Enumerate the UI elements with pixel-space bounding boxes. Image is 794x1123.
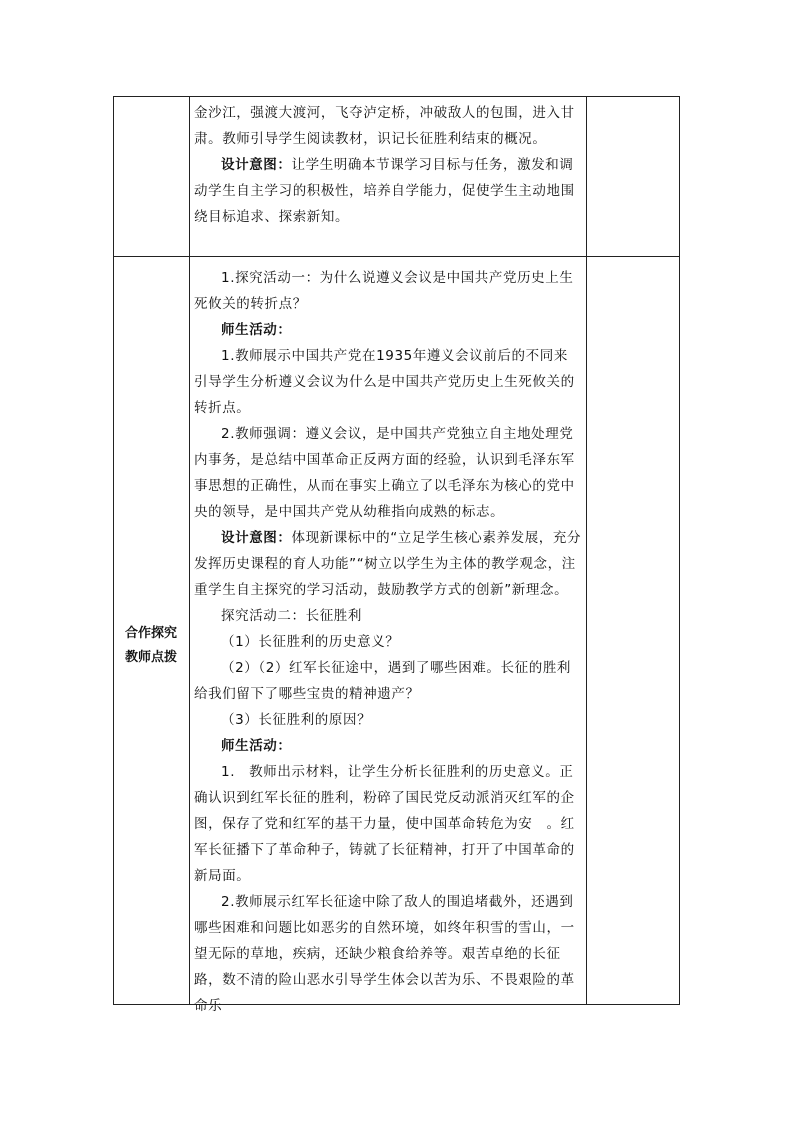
question-3: （3）长征胜利的原因？ [221,712,372,728]
column-divider-1 [189,96,190,1005]
activity1-step1: 1.教师展示中国共产党在1935年遵义会议前后的不同来引导学生分析遵义会议为什么是中国共产党历史上生死攸关的转折点。 [194,348,575,416]
column-divider-2 [586,96,587,1005]
row2-label [113,622,189,670]
activity2-step2: 2.教师展示红军长征途中除了敌人的围追堵截外，还遇到哪些困难和问题比如恶劣的自然环境，如终年积雪的雪山，一望无际的草地，疾病，还缺少粮食给养等。艰苦卓绝的长征路，数不清的险山恶水引导学生体会以苦为乐、不畏艰险的革命乐 [194,894,575,1014]
teacher-activity-label-2: 师生活动： [221,738,292,754]
row1-content-cell [194,100,582,230]
table-border-left [113,96,114,1005]
row-divider [113,256,680,257]
teacher-activity-label-1: 师生活动： [221,322,292,338]
table-border-top [113,96,680,97]
question-1: （1）长征胜利的历史意义？ [221,634,400,650]
question-2: （2）（2）红军长征途中，遇到了哪些困难。长征的胜利给我们留下了哪些宝贵的精神遗产？ [194,660,572,702]
row2-label-line1: 合作探究 [124,626,177,641]
design-intent-text: 体现新课标中的“立足学生核心素养发展，充分发挥历史课程的育人功能”“树立以学生为主体的教学观念，注重学生自主探究的学习活动，鼓励教学方式的创新”新理念。 [194,530,582,598]
activity2-step1: 1. 教师出示材料，让学生分析长征胜利的历史意义。正确认识到红军长征的胜利，粉碎了国民党反动派消灭红军的企图，保存了党和红军的基干力量，使中国革命转危为安 。红军长征播下了革命种子，铸就了长征精神，打开了中国革命的新局面。 [194,764,575,884]
row2-content-cell [194,265,582,1019]
row1-design-intent [194,152,582,230]
activity1-step2: 2.教师强调：遵义会议，是中国共产党独立自主地处理党内事务，是总结中国革命正反两方面的经验，认识到毛泽东军事思想的正确性，从而在事实上确立了以毛泽东为核心的党中央的领导，是中国共产党从幼稚指向成熟的标志。 [194,426,575,520]
activity1-title: 1.探究活动一：为什么说遵义会议是中国共产党历史上生死攸关的转折点？ [194,270,574,312]
lesson-plan-table [113,96,680,1014]
table-border-right [679,96,680,1005]
design-intent-label: 设计意图： [221,530,292,546]
design-intent-label: 设计意图： [221,157,292,173]
row1-paragraph: 金沙江，强渡大渡河，飞夺泸定桥，冲破敌人的包围，进入甘肃。教师引导学生阅读教材，识记长征胜利结束的概况。 [194,105,575,147]
row2-design-intent [194,525,582,603]
row2-label-line2: 教师点拨 [124,650,177,665]
activity2-title: 探究活动二：长征胜利 [221,608,362,624]
design-intent-text: 让学生明确本节课学习目标与任务，激发和调动学生自主学习的积极性，培养自学能力，促使学生主动地围绕目标追求、探索新知。 [194,157,575,225]
